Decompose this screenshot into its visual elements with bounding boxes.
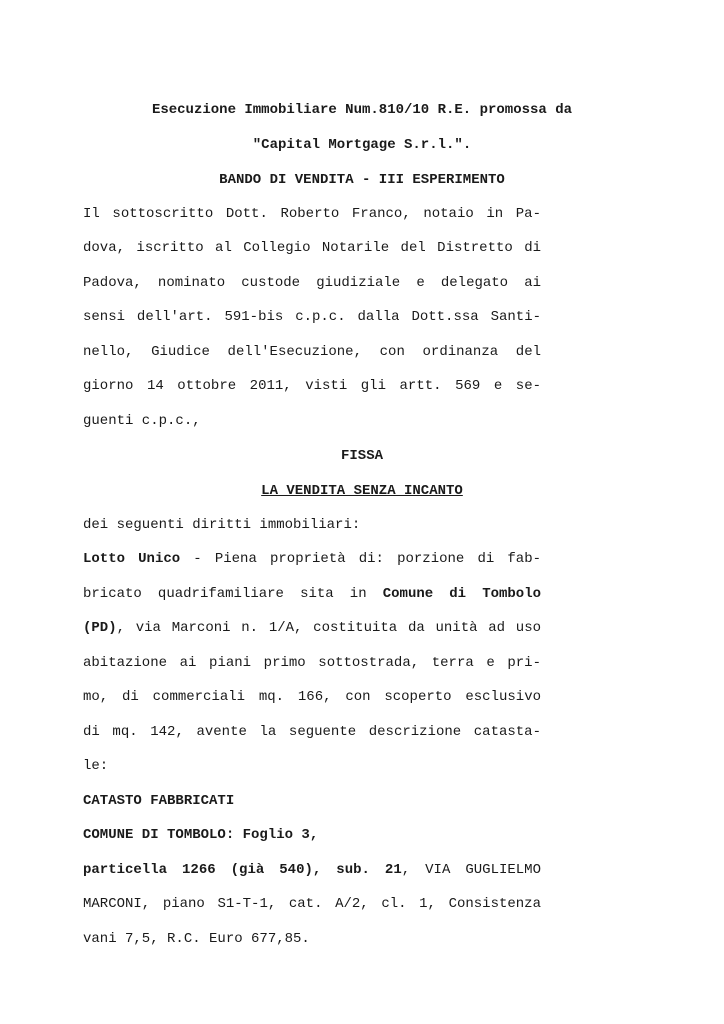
catasto-title: CATASTO FABBRICATI <box>83 793 235 809</box>
lotto-line: Lotto Unico - Piena proprietà di: porzione di fab- <box>83 551 541 567</box>
catasto-line: particella 1266 (già 540), sub. 21, VIA GUGLIELMO <box>83 862 541 878</box>
lotto-line: mo, di commerciali mq. 166, con scoperto esclusivo <box>83 689 541 705</box>
catasto-line: vani 7,5, R.C. Euro 677,85. <box>83 931 310 947</box>
heading-procedure: Esecuzione Immobiliare Num.810/10 R.E. promossa da <box>151 102 573 118</box>
intro-line: nello, Giudice dell'Esecuzione, con ordinanza del <box>83 344 541 360</box>
intro-line: sensi dell'art. 591-bis c.p.c. dalla Dott.ssa Santi- <box>83 309 541 325</box>
lotto-line: le: <box>83 758 109 774</box>
fissa-heading: FISSA <box>340 448 383 464</box>
heading-creditor: "Capital Mortgage S.r.l.". <box>252 137 472 153</box>
lotto-line: di mq. 142, avente la seguente descrizione catasta- <box>83 724 541 740</box>
heading-bando: BANDO DI VENDITA - III ESPERIMENTO <box>219 172 505 188</box>
intro-line: Padova, nominato custode giudiziale e delegato ai <box>83 275 541 291</box>
intro-line: giorno 14 ottobre 2011, visti gli artt. 569 e se- <box>83 378 541 394</box>
intro-line: Il sottoscritto Dott. Roberto Franco, notaio in Pa- <box>83 206 541 222</box>
diritti-line: dei seguenti diritti immobiliari: <box>83 517 361 533</box>
lotto-line: bricato quadrifamiliare sita in Comune di Tombolo <box>83 586 542 602</box>
catasto-line: MARCONI, piano S1-T-1, cat. A/2, cl. 1, Consistenza <box>83 896 541 912</box>
lotto-line: (PD), via Marconi n. 1/A, costituita da unità ad uso <box>83 620 541 636</box>
intro-line: guenti c.p.c., <box>83 413 201 429</box>
catasto-comune: COMUNE DI TOMBOLO: Foglio 3, <box>83 827 319 843</box>
lotto-line: abitazione ai piani primo sottostrada, terra e pri- <box>83 655 541 671</box>
intro-line: dova, iscritto al Collegio Notarile del Distretto di <box>83 240 541 256</box>
vendita-heading: LA VENDITA SENZA INCANTO <box>261 483 463 499</box>
